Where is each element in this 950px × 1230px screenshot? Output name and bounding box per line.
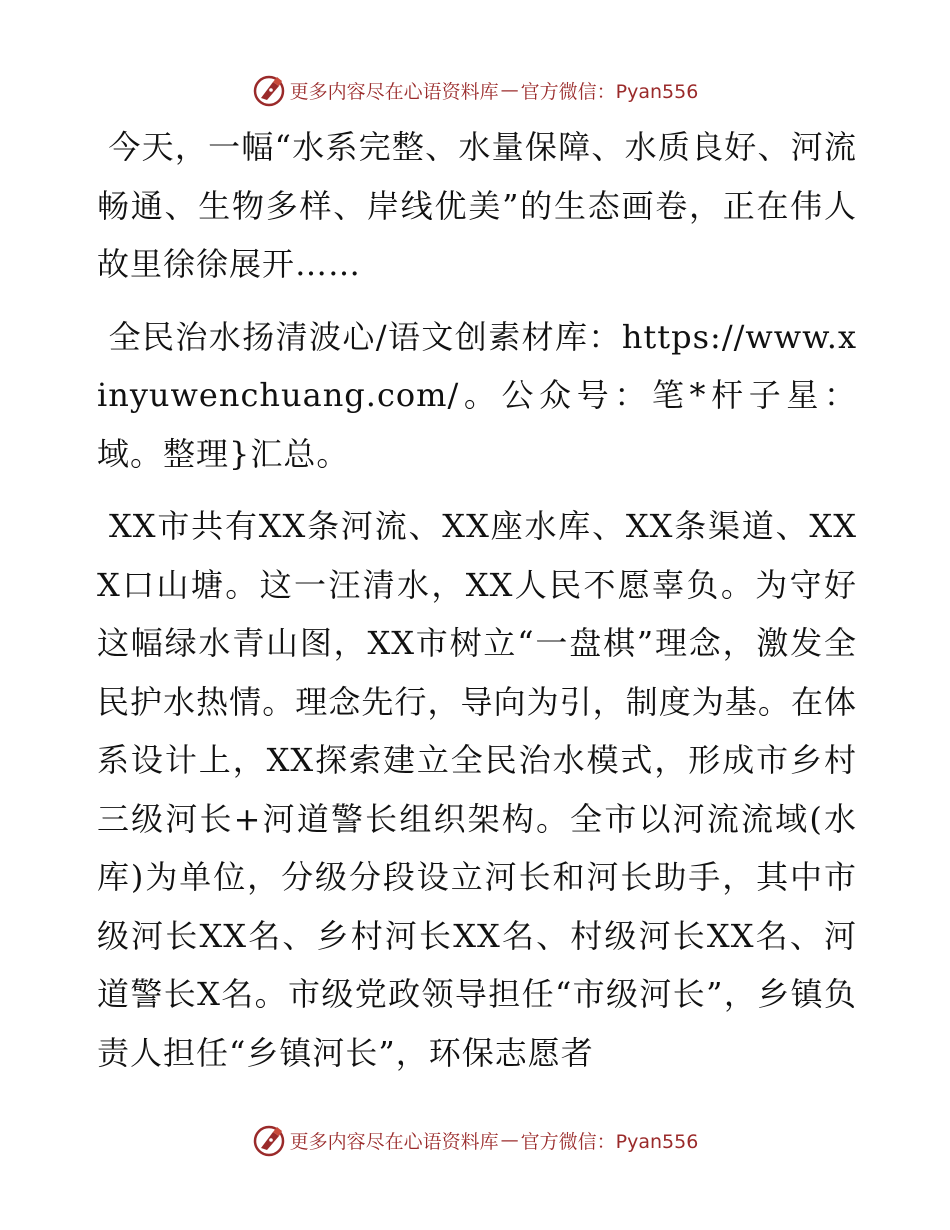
paragraph-3: XX市共有XX条河流、XX座水库、XX条渠道、XXX口山塘。这一汪清水，XX人民不愿辜负。为守好这幅绿水青山图，XX市树立“一盘棋”理念，激发全民护水热情。理念先行，导向为引，制度为基。在体系设计上，XX探索建立全民治水模式，形成市乡村三级河长+河道警长组织架构。全市以河流流域(水库)为单位，分级分段设立河长和河长助手，其中市级河长XX名、乡村河长XX名、村级河长XX名、河道警长X名。市级党政领导担任“市级河长”，乡镇负责人担任“乡镇河长”，环保志愿者 bbox=[97, 507, 857, 1072]
banner-wechat: 官方微信：Pyan556 bbox=[520, 1130, 699, 1153]
footer-banner bbox=[0, 1120, 950, 1160]
banner-title: 更多内容尽在心语资料库 bbox=[289, 1130, 499, 1153]
banner-separator: — bbox=[500, 79, 519, 101]
header-banner bbox=[0, 70, 950, 110]
banner-wechat: 官方微信：Pyan556 bbox=[520, 80, 699, 103]
document-body bbox=[97, 118, 857, 1096]
banner-title: 更多内容尽在心语资料库 bbox=[289, 80, 499, 103]
pen-nib-logo-icon bbox=[252, 1123, 286, 1157]
pen-nib-logo-icon bbox=[252, 73, 286, 107]
paragraph-1: 今天，一幅“水系完整、水量保障、水质良好、河流畅通、生物多样、岸线优美”的生态画卷，正在伟人故里徐徐展开…… bbox=[97, 128, 857, 283]
banner-separator: — bbox=[500, 1129, 519, 1151]
paragraph-2: 全民治水扬清波心/语文创素材库：https://www.xinyuwenchuang.com/。公众号：笔*杆子星：域。整理}汇总。 bbox=[97, 317, 857, 473]
